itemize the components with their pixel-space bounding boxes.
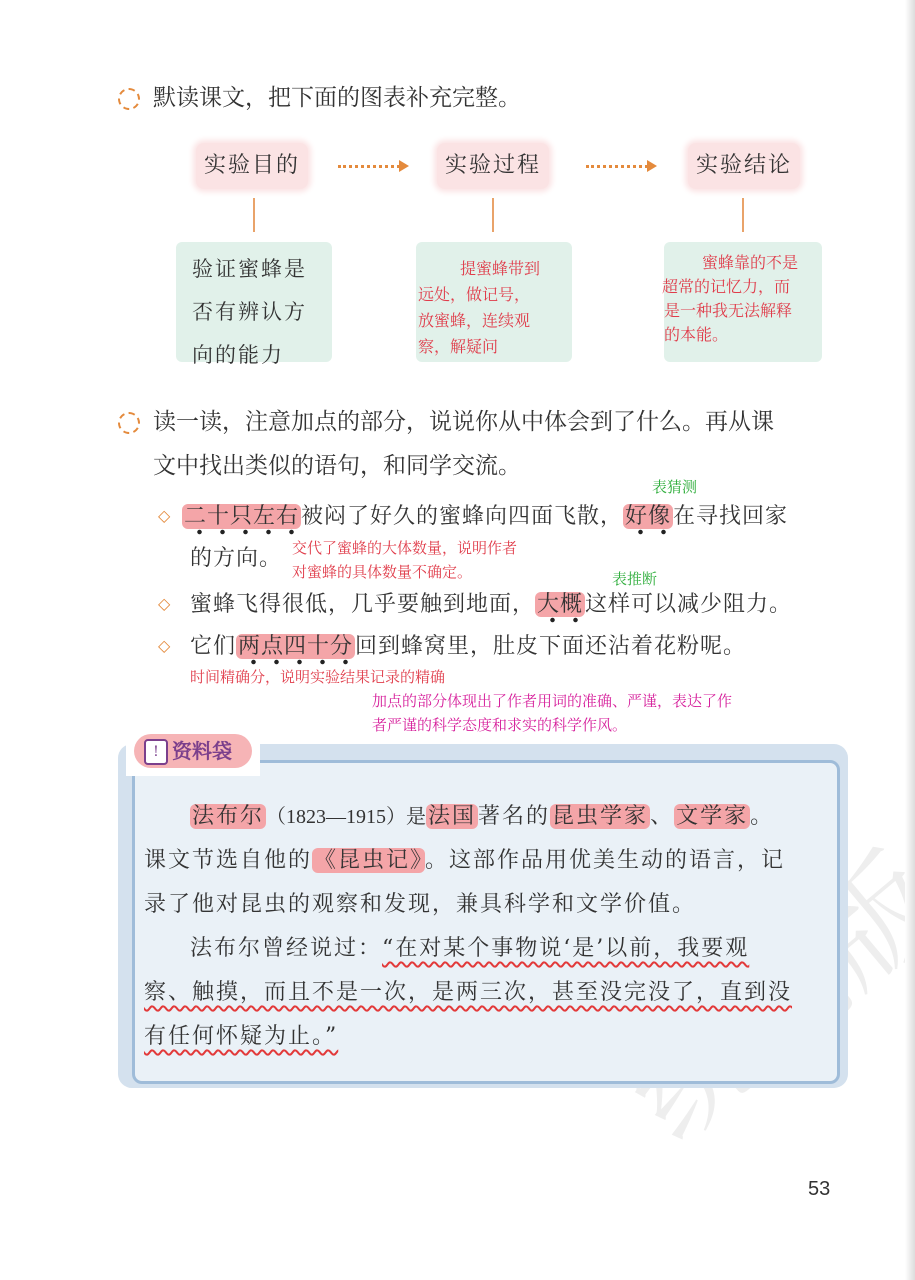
dotted-phrase: 二十只左右 [182, 504, 301, 529]
resource-quote-line-1: 法布尔曾经说过：“在对某个事物说‘是’以前，我要观 [190, 936, 750, 961]
process-handwriting: 远处，做记号， [418, 285, 531, 304]
annotation-precise: 时间精确分，说明实验结果记录的精确 [190, 668, 446, 686]
annotation-summary: 者严谨的科学态度和求实的科学作风。 [372, 716, 628, 734]
conclusion-handwriting: 的本能。 [664, 325, 729, 344]
annotation-quantity: 对蜜蜂的具体数量不确定。 [292, 563, 473, 581]
stage-process: 实验过程 [437, 143, 549, 189]
conclusion-handwriting: 超常的记忆力，而 [662, 277, 791, 296]
annotation-summary: 加点的部分体现出了作者用词的准确、严谨，表达了作 [372, 692, 733, 710]
resource-line-3: 录了他对昆虫的观察和发现，兼具科学和文学价值。 [144, 892, 697, 917]
annotation-quantity: 交代了蜜蜂的大体数量，说明作者 [292, 539, 518, 557]
annotation-infer: 表推断 [612, 570, 658, 588]
page-number: 53 [808, 1178, 831, 1200]
annotation-guess: 表猜测 [652, 478, 698, 496]
resource-quote-line-3: 有任何怀疑为止。” [144, 1024, 339, 1049]
sentence-2: 蜜蜂飞得很低，几乎要触到地面，大概 这样可以减少阻力。 [190, 590, 792, 620]
arrow-right-icon [338, 165, 400, 168]
arrow-right-icon [586, 165, 648, 168]
resource-quote-line-2: 察、触摸，而且不是一次，是两三次，甚至没完没了，直到没 [144, 980, 793, 1005]
resource-line-2: 课文节选自他的《昆虫记》。这部作品用优美生动的语言，记 [144, 848, 786, 873]
question-bullet-icon [118, 88, 140, 110]
process-box [416, 242, 572, 362]
diamond-bullet-icon: ◇ [158, 594, 171, 613]
conclusion-box [664, 242, 822, 362]
stage-conclusion: 实验结论 [688, 143, 800, 189]
sentence-1-line2: 的方向。 [190, 546, 283, 571]
question-bullet-icon [118, 412, 140, 434]
stage-purpose: 实验目的 [196, 143, 308, 189]
connector-line [253, 198, 255, 232]
sentence-1: 二十只左右 被闷了好久的蜜蜂向四面飞散，好像 在寻找回家 [182, 502, 788, 532]
connector-line [492, 198, 494, 232]
sentence-3: 它们两点四十分 回到蜂窝里，肚皮下面还沾着花粉呢。 [190, 632, 746, 662]
process-handwriting: 提蜜蜂带到 [460, 259, 541, 278]
question-2-line1: 读一读，注意加点的部分，说说你从中体会到了什么。再从课 [153, 409, 774, 435]
dotted-phrase: 大概 [535, 592, 585, 617]
conclusion-handwriting: 蜜蜂靠的不是 [702, 253, 799, 272]
question-2-line2: 文中找出类似的语句，和同学交流。 [153, 453, 521, 479]
diamond-bullet-icon: ◇ [158, 506, 171, 525]
purpose-box [176, 242, 332, 367]
dotted-phrase: 好像 [623, 504, 673, 529]
resource-line-1: 法布尔 （1823—1915）是法国著名的昆虫学家、文学家。 [192, 804, 775, 829]
process-handwriting: 察，解疑问 [418, 337, 499, 356]
notebook-icon: ! [144, 739, 168, 765]
process-handwriting: 放蜜蜂，连续观 [418, 311, 531, 330]
resource-tab [126, 726, 260, 776]
resource-tab-label: 资料袋 [172, 739, 232, 763]
conclusion-handwriting: 是一种我无法解释 [664, 301, 793, 320]
question-1-text: 默读课文，把下面的图表补充完整。 [153, 85, 521, 111]
connector-line [742, 198, 744, 232]
diamond-bullet-icon: ◇ [158, 636, 171, 655]
purpose-text: 验证蜜蜂是 否有辨认方 向的能力 [192, 257, 307, 367]
page-edge-shadow [905, 0, 915, 1280]
dotted-phrase: 两点四十分 [236, 634, 355, 659]
